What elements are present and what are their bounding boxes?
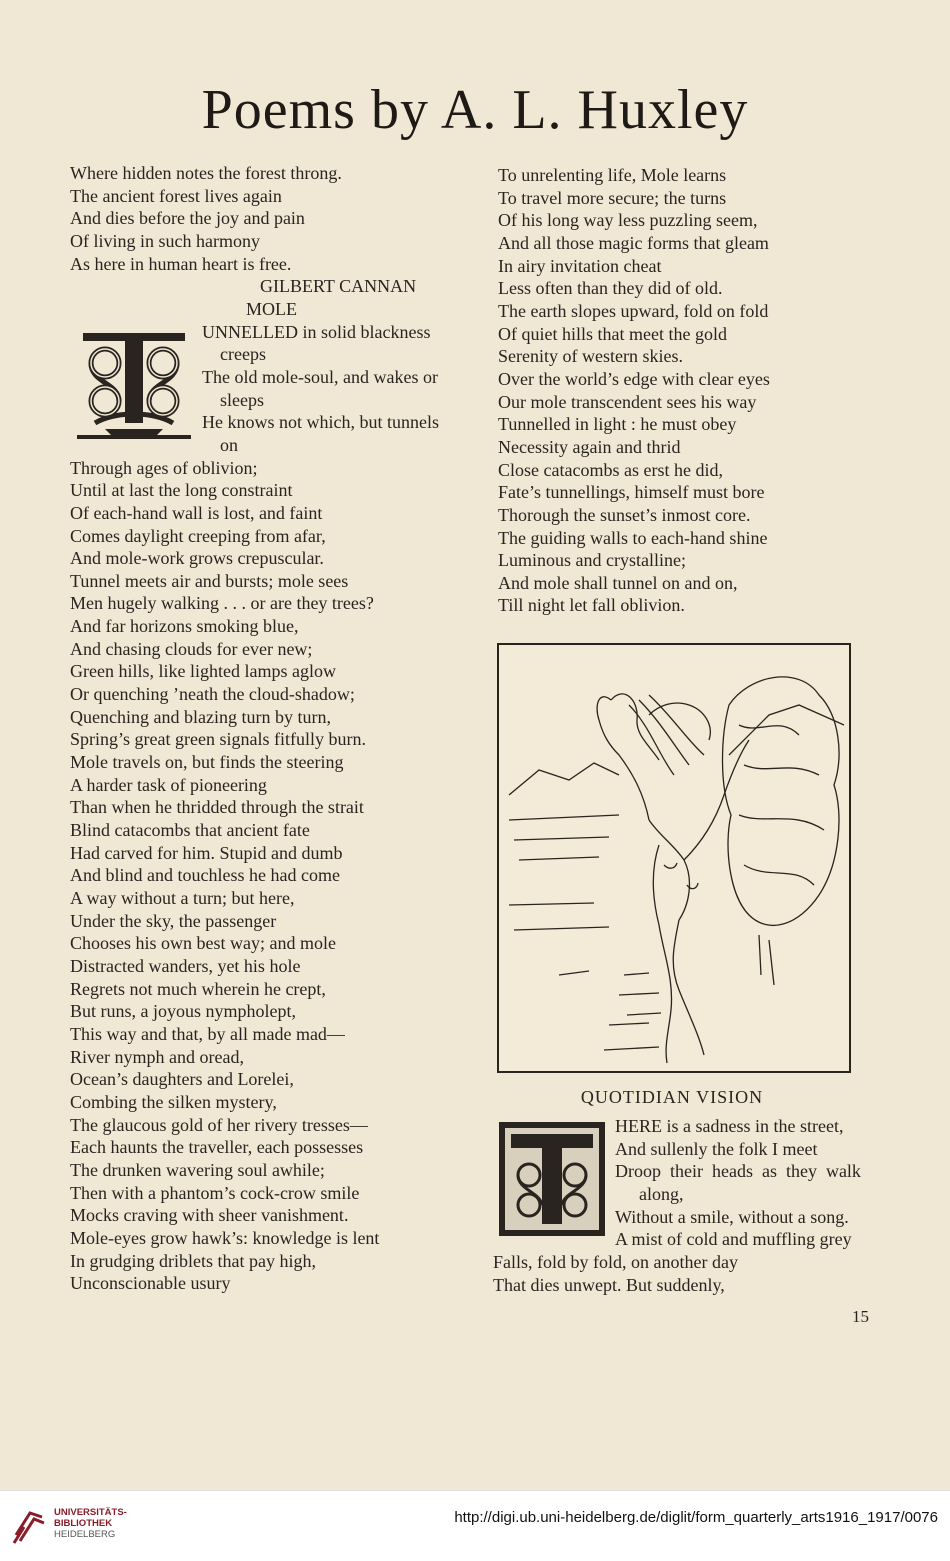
poem-line: Where hidden notes the forest throng. [70, 163, 342, 183]
left-column [70, 162, 480, 1295]
dropcap-paragraph [70, 321, 480, 457]
poem-line: That dies unwept. But suddenly, [493, 1274, 725, 1295]
poem-line: Close catacombs as erst he did, [498, 459, 723, 480]
poem-line: The earth slopes upward, fold on fold [498, 300, 769, 321]
poem-line: And chasing clouds for ever new; [70, 638, 313, 659]
library-logo-icon[interactable] [10, 1505, 48, 1547]
poem-line: Without a smile, without a song. [615, 1206, 849, 1227]
poem-line: Till night let fall oblivion. [498, 595, 685, 616]
poem-line: Fate’s tunnellings, himself must bore [498, 482, 765, 503]
poem-line: Mole travels on, but finds the steering [70, 752, 344, 773]
poem-line: Green hills, like lighted lamps aglow [70, 661, 336, 682]
library-name-line: BIBLIOTHEK [54, 1518, 113, 1529]
right-column [498, 164, 908, 617]
poem-line: Our mole transcendent sees his way [498, 391, 757, 412]
page-number: 15 [852, 1307, 869, 1326]
poem-line: Ocean’s daughters and Lorelei, [70, 1069, 294, 1090]
poem-line: Of his long way less puzzling seem, [498, 210, 758, 231]
poem-line: As here in human heart is free. [70, 253, 292, 274]
poem-line: sleeps [220, 389, 264, 410]
poem-line: A way without a turn; but here, [70, 888, 295, 908]
poem-line: Tunnelled in light : he must obey [498, 414, 737, 435]
poem-line: And dies before the joy and pain [70, 208, 305, 229]
poem-line: Regrets not much wherein he crept, [70, 978, 326, 999]
poem-line: Chooses his own best way; and mole [70, 933, 336, 954]
poem-line: Men hugely walking . . . or are they trees? [70, 593, 374, 614]
poem-line: Had carved for him. Stupid and dumb [70, 842, 343, 863]
poem-line: Of living in such harmony [70, 230, 260, 251]
poem-line: This way and that, by all made mad— [70, 1023, 345, 1044]
poem-line: River nymph and oread, [70, 1046, 244, 1067]
poem-line: Through ages of oblivion; [70, 457, 258, 478]
poem-line: Until at last the long constraint [70, 480, 293, 501]
quotidian-vision-text [493, 1115, 893, 1296]
poem-line: The old mole-soul, and wakes or [202, 366, 438, 387]
viewer-footer [0, 1490, 950, 1561]
poem-line: And blind and touchless he had come [70, 865, 340, 886]
poem-line: Spring’s great green signals fitfully burn. [70, 729, 366, 750]
library-name-line: UNIVERSITÄTS- [54, 1507, 127, 1518]
poem-line: creeps [220, 344, 266, 365]
poem-line: Serenity of western skies. [498, 346, 683, 367]
poem-line: In grudging driblets that pay high, [70, 1250, 316, 1271]
poem-line: on [220, 434, 238, 455]
poem-line: Falls, fold by fold, on another day [493, 1251, 738, 1272]
poem-line: The guiding walls to each-hand shine [498, 527, 768, 548]
poem-line: And all those magic forms that gleam [498, 232, 769, 253]
quotidian-vision-title: QUOTIDIAN VISION [580, 1087, 764, 1107]
poem-line: Thorough the sunset’s inmost core. [498, 504, 751, 525]
poem-line: A mist of cold and muffling grey [615, 1229, 852, 1250]
poem-line: Luminous and crystalline; [498, 550, 686, 571]
poem-line: Over the world’s edge with clear eyes [498, 368, 770, 389]
poem-line: Combing the silken mystery, [70, 1091, 277, 1112]
poem-line: Necessity again and thrid [498, 436, 681, 457]
poem-line: Then with a phantom’s cock-crow smile [70, 1182, 360, 1203]
poem-line: Each haunts the traveller, each possesses [70, 1137, 364, 1158]
poem-line: In airy invitation cheat [498, 255, 662, 276]
poem-line: The glaucous gold of her rivery tresses— [70, 1114, 368, 1135]
poem-line: Comes daylight creeping from afar, [70, 525, 326, 546]
poem-line: A harder task of pioneering [70, 774, 267, 795]
poem-line: Less often than they did of old. [498, 278, 723, 299]
ornamental-initial-t-icon [75, 323, 193, 443]
poem-line: Than when he thridded through the strait [70, 797, 364, 818]
poem-line: Of each-hand wall is lost, and faint [70, 502, 323, 523]
poem-line: Quenching and blazing turn by turn, [70, 706, 331, 727]
poem-line: And mole shall tunnel on and on, [498, 572, 738, 593]
source-url-link[interactable]: http://digi.ub.uni-heidelberg.de/diglit/form_quarterly_arts1916_1917/0076 [454, 1509, 938, 1526]
poem-line: Blind catacombs that ancient fate [70, 820, 310, 841]
poem-line: But runs, a joyous nympholept, [70, 1001, 296, 1022]
poem-line: Tunnel meets air and bursts; mole sees [70, 570, 349, 591]
poem-title-mole: MOLE [246, 298, 297, 319]
poem-line: To travel more secure; the turns [498, 187, 727, 208]
poem-line: Distracted wanders, yet his hole [70, 955, 301, 976]
library-name-line: HEIDELBERG [54, 1529, 116, 1540]
poem-line: The ancient forest lives again [70, 185, 282, 206]
poem-line: And far horizons smoking blue, [70, 616, 299, 637]
poem-line: And mole-work grows crepuscular. [70, 548, 324, 569]
poem-line: Mocks craving with sheer vanishment. [70, 1205, 349, 1226]
poem-line: The drunken wavering soul awhile; [70, 1159, 325, 1180]
poem-line: To unrelenting life, Mole learns [498, 165, 727, 185]
poem-line: Mole-eyes grow hawk’s: knowledge is lent [70, 1227, 380, 1248]
poem-line: He knows not which, but tunnels [202, 412, 439, 433]
library-name [54, 1507, 127, 1540]
nymph-illustration [497, 643, 851, 1073]
poem-line: along, [639, 1183, 684, 1204]
page-title: Poems by A. L. Huxley [201, 79, 749, 141]
poem-line: Droop their heads as they walk [615, 1161, 861, 1182]
author-name: GILBERT CANNAN [260, 276, 417, 297]
poem-line: Unconscionable usury [70, 1273, 231, 1294]
poem-line: HERE is a sadness in the street, [615, 1116, 844, 1136]
poem-line: Under the sky, the passenger [70, 910, 277, 931]
poem-line: Of quiet hills that meet the gold [498, 323, 727, 344]
poem-line: Or quenching ’neath the cloud-shadow; [70, 684, 355, 705]
mole-poem-body [70, 457, 480, 1295]
poem-line: UNNELLED in solid blackness [202, 321, 431, 342]
poem-line: And sullenly the folk I meet [615, 1138, 818, 1159]
